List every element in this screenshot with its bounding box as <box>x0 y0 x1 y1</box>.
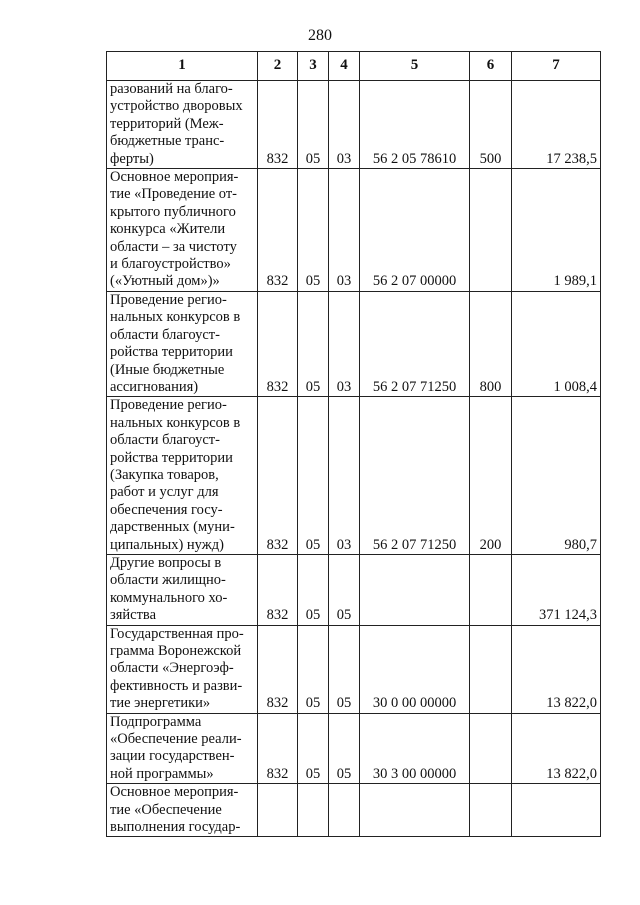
table-row <box>107 554 601 625</box>
row-section-code: 05 <box>298 81 329 169</box>
column-header: 6 <box>470 52 512 81</box>
row-section-code: 05 <box>298 397 329 555</box>
page-number: 280 <box>308 27 332 44</box>
row-target-article: 56 2 05 78610 <box>360 81 470 169</box>
column-header: 3 <box>298 52 329 81</box>
row-ministry-code: 832 <box>258 625 298 713</box>
row-section-code: 05 <box>298 169 329 292</box>
row-ministry-code: 832 <box>258 291 298 396</box>
row-subsection-code: 03 <box>329 169 360 292</box>
column-header: 2 <box>258 52 298 81</box>
row-target-article: 30 3 00 00000 <box>360 713 470 784</box>
row-section-code: 05 <box>298 291 329 396</box>
table-row <box>107 169 601 292</box>
row-amount: 371 124,3 <box>512 554 601 625</box>
row-amount: 13 822,0 <box>512 625 601 713</box>
column-header: 1 <box>107 52 258 81</box>
table-row <box>107 625 601 713</box>
table-row <box>107 784 601 837</box>
table-row <box>107 397 601 555</box>
row-description: разований на благо- устройство дворовых территорий (Меж- бюджетные транс- ферты) <box>107 81 258 169</box>
row-expense-type: 800 <box>470 291 512 396</box>
row-target-article: 56 2 07 71250 <box>360 397 470 555</box>
row-description: Государственная про- грамма Воронежской области «Энергоэф- фективность и разви- тие энергетики» <box>107 625 258 713</box>
row-subsection-code: 05 <box>329 554 360 625</box>
row-description: Основное мероприя- тие «Проведение от- крытого публичного конкурса «Жители области – за чистоту и благоустройство» («Уютный дом»)» <box>107 169 258 292</box>
row-ministry-code: 832 <box>258 169 298 292</box>
row-target-article <box>360 784 470 837</box>
row-description: Основное мероприя- тие «Обеспечение выполнения государ- <box>107 784 258 837</box>
column-header: 7 <box>512 52 601 81</box>
row-target-article: 30 0 00 00000 <box>360 625 470 713</box>
row-description: Проведение регио- нальных конкурсов в области благоуст- ройства территории (Иные бюджетные ассигнования) <box>107 291 258 396</box>
row-subsection-code: 03 <box>329 291 360 396</box>
column-header: 4 <box>329 52 360 81</box>
table-row <box>107 713 601 784</box>
row-subsection-code: 05 <box>329 625 360 713</box>
row-expense-type: 200 <box>470 397 512 555</box>
row-target-article: 56 2 07 00000 <box>360 169 470 292</box>
row-subsection-code: 03 <box>329 81 360 169</box>
row-expense-type <box>470 713 512 784</box>
row-subsection-code <box>329 784 360 837</box>
row-amount: 13 822,0 <box>512 713 601 784</box>
column-header: 5 <box>360 52 470 81</box>
row-section-code <box>298 784 329 837</box>
row-section-code: 05 <box>298 554 329 625</box>
row-expense-type: 500 <box>470 81 512 169</box>
table-header-row <box>107 52 601 81</box>
row-target-article <box>360 554 470 625</box>
row-amount: 1 989,1 <box>512 169 601 292</box>
row-expense-type <box>470 784 512 837</box>
row-ministry-code: 832 <box>258 397 298 555</box>
row-amount: 17 238,5 <box>512 81 601 169</box>
row-section-code: 05 <box>298 625 329 713</box>
row-description: Другие вопросы в области жилищно- коммунального хо- зяйства <box>107 554 258 625</box>
row-subsection-code: 05 <box>329 713 360 784</box>
row-ministry-code: 832 <box>258 554 298 625</box>
row-description: Проведение регио- нальных конкурсов в области благоуст- ройства территории (Закупка товаров, работ и услуг для обеспечения госу- дарственных (муни- ципальных) нужд) <box>107 397 258 555</box>
row-amount <box>512 784 601 837</box>
budget-table <box>106 51 601 837</box>
row-description: Подпрограмма «Обеспечение реали- зации государствен- ной программы» <box>107 713 258 784</box>
row-amount: 1 008,4 <box>512 291 601 396</box>
row-target-article: 56 2 07 71250 <box>360 291 470 396</box>
row-expense-type <box>470 625 512 713</box>
table-row <box>107 81 601 169</box>
row-section-code: 05 <box>298 713 329 784</box>
row-amount: 980,7 <box>512 397 601 555</box>
row-ministry-code <box>258 784 298 837</box>
table-row <box>107 291 601 396</box>
row-subsection-code: 03 <box>329 397 360 555</box>
row-ministry-code: 832 <box>258 713 298 784</box>
row-expense-type <box>470 169 512 292</box>
row-expense-type <box>470 554 512 625</box>
row-ministry-code: 832 <box>258 81 298 169</box>
